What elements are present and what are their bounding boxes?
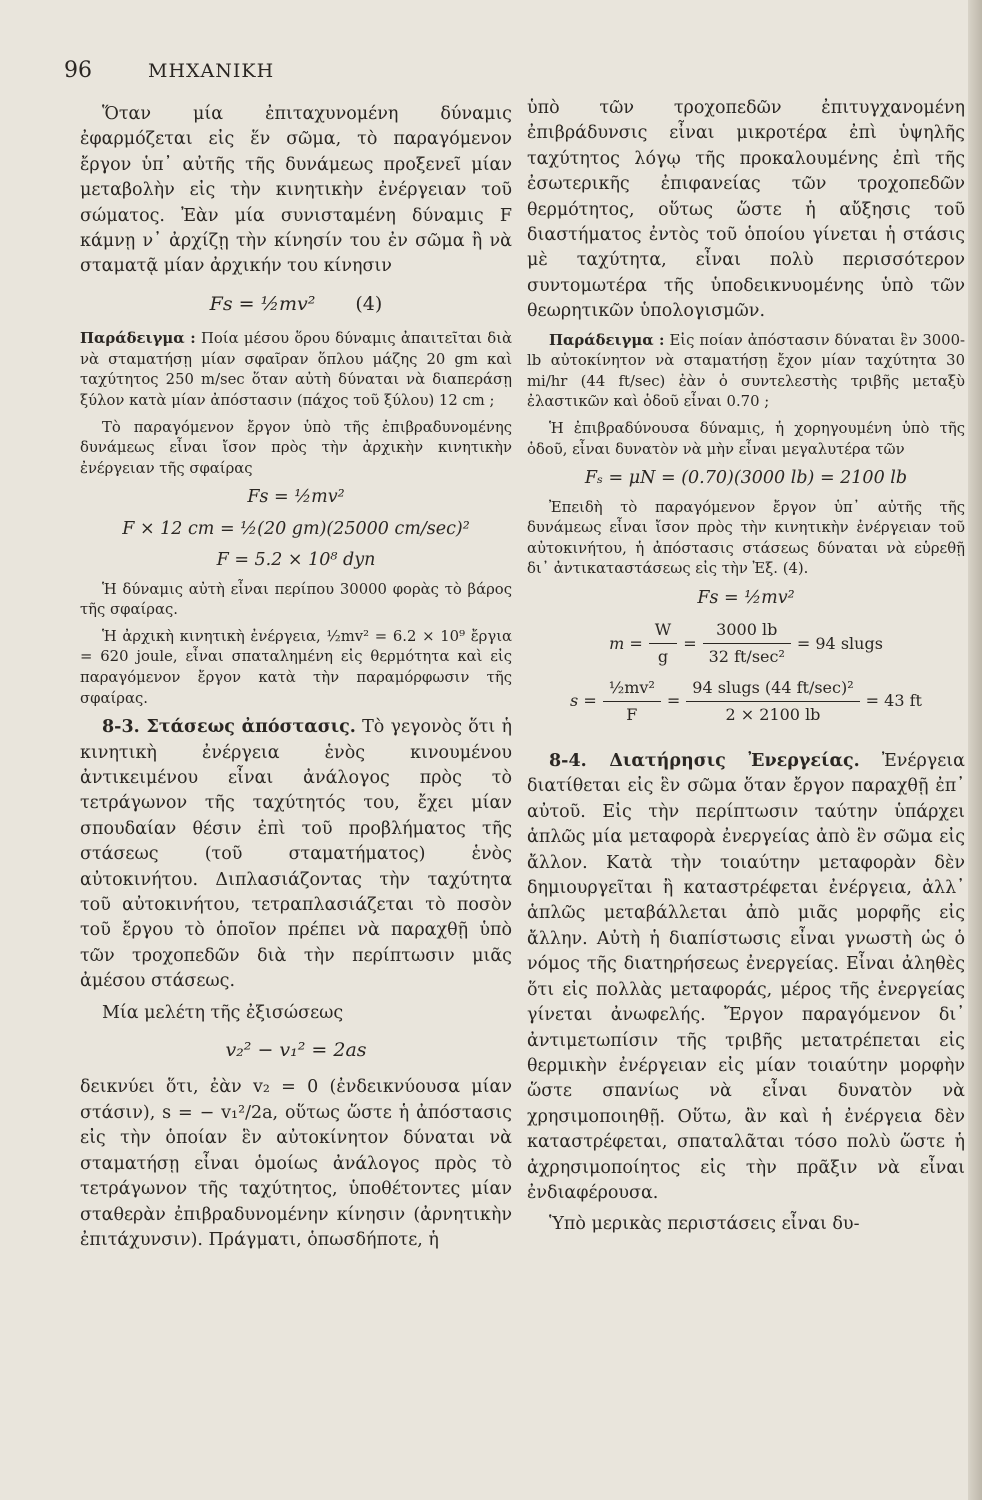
paragraph: Μία μελέτη τῆς ἐξισώσεως [102, 1002, 344, 1023]
section-heading: 8-3. Στάσεως ἀπόστασις. [102, 717, 356, 738]
section-paragraph: 8-3. Στάσεως ἀπόστασις. Τὸ γεγονὸς ὅτι ἡ κινητικὴ ἐνέργεια ἑνὸς κινουμένου ἀντικειμένου εἶναι ἀνάλογος πρὸς τὸ τετράγωνον τῆς ταχύτητός του, ἔχει μίαν σπουδαίαν θέσιν ἐπὶ τοῦ προβλήματος τῆς στάσεως (τοῦ σταματήματος) ἑνὸς αὐτοκινήτου. Διπλασιάζοντας τὴν ταχύτητα τοῦ αὐτοκινήτου, τετραπλασιάζεται τὸ ποσὸν τοῦ ἔργου τὸ ὁποῖον πρέπει νὰ παραχθῇ ὑπὸ τῶν τροχοπεδῶν διὰ τὴν περίπτωσιν μιᾶς ἀμέσου στάσεως. [80, 717, 512, 992]
paragraph: Ἡ ἐπιβραδύνουσα δύναμις, ἡ χορηγουμένη ὑπὸ τῆς ὁδοῦ, εἶναι δυνατὸν νὰ μὴν εἶναι μεγαλυτέρα τῶν [527, 420, 965, 458]
right-column [527, 96, 965, 1244]
page-number: 96 [64, 58, 92, 83]
example-label: Παράδειγμα : [549, 331, 665, 349]
equation: Fₛ = μN = (0.70)(3000 lb) = 2100 lb [584, 468, 908, 489]
paragraph: δεικνύει ὅτι, ἐὰν v₂ = 0 (ἐνδεικνύουσα μίαν στάσιν), s = − v₁²/2a, οὕτως ὥστε ἡ ἀπόστασις εἰς τὴν ὁποίαν ἓν αὐτοκίνητον δύναται νὰ σταματήσῃ εἶναι ὁμοίως ἀνάλογος πρὸς τὸ τετράγωνον τῆς ταχύτητος, ὑποθέτοντες μίαν σταθερὰν ἐπιβραδυνομένην κίνησιν (ἀρνητικὴν ἐπιτάχυνσιν). Πράγματι, ὁπωσδήποτε, ἡ [80, 1077, 512, 1250]
equation: Fs = ½mv² [247, 487, 345, 508]
equation: v₂² − v₁² = 2as [225, 1039, 367, 1062]
equation: F × 12 cm = ½(20 gm)(25000 cm/sec)² [122, 518, 470, 539]
paragraph: Ἐπειδὴ τὸ παραγόμενον ἔργον ὑπ᾽ αὐτῆς τῆς δυνάμεως εἶναι ἴσον πρὸς τὴν κινητικὴν ἐνέργειαν τοῦ αὐτοκινήτου, ἡ ἀπόστασις στάσεως δύναται νὰ εὑρεθῇ δι᾽ ἀντικαταστάσεως εἰς τὴν Ἐξ. (4). [527, 498, 965, 578]
left-column [80, 102, 512, 1259]
example-label: Παράδειγμα : [80, 330, 196, 348]
equation-mass: m = $\frac{W}{g}$ = $\frac{3000 lb}{\text{32 ft/sec²}}$ = 94 slugs [527, 617, 965, 669]
paragraph: ὑπὸ τῶν τροχοπεδῶν ἐπιτυγχανομένη ἐπιβράδυνσις εἶναι μικροτέρα ἐπὶ ὑψηλῆς ταχύτητος λόγῳ τῆς προκαλουμένης ἐπὶ τῆς ἐσωτερικῆς ἐπιφανείας τῶν τροχοπεδῶν θερμότητος, οὕτως ὥστε ἡ αὔξησις τοῦ διαστήματος ἐντὸς τοῦ ὁποίου γίνεται ἡ στάσις μὲ ταχύτητα, εἶναι πολὺ περισσότερον συντομωτέρα τῆς ὑποδεικνυομένης ὑπὸ τῶν θεωρητικῶν ὑπολογισμῶν. [527, 98, 965, 322]
paragraph: Ἡ ἀρχικὴ κινητικὴ ἐνέργεια, ½mv² = 6.2 × 10⁹ ἔργια = 620 joule, εἶναι σπαταλημένη εἰς θερμότητα καὶ εἰς παραγόμενον ἔργον κατὰ τὴν παραμόρφωσιν τῆς σφαίρας. [80, 627, 512, 707]
running-title: ΜΗΧΑΝΙΚΗ [148, 60, 275, 82]
equation: Fs = ½mv² [697, 588, 795, 608]
paragraph: Ὑπὸ μερικὰς περιστάσεις εἶναι δυ- [549, 1214, 860, 1235]
section-paragraph: 8-4. Διατήρησις Ἐνεργείας. Ἐνέργεια διατίθεται εἰς ἓν σῶμα ὅταν ἔργον παραχθῇ ἐπ᾽ αὐτοῦ. Εἰς τὴν περίπτωσιν ταύτην ὑπάρχει ἁπλῶς μία μεταφορὰ ἐνεργείας ἀπὸ ἓν σῶμα εἰς ἄλλον. Κατὰ τὴν τοιαύτην μεταφορὰν δὲν δημιουργεῖται ἢ καταστρέφεται ἐνέργεια, ἀλλ᾽ ἁπλῶς μεταβάλλεται ἀπὸ μιᾶς μορφῆς εἰς ἄλλην. Αὐτὴ ἡ διαπίστωσις εἶναι γνωστὴ ὡς ὁ νόμος τῆς διατηρήσεως ἐνεργείας. Εἶναι ἀληθὲς ὅτι εἰς πολλὰς μεταφοράς, μέρος τῆς ἐνεργείας γίνεται ἀνωφελής. Ἔργον παραγόμενον δι᾽ ἀντιμετωπίσιν τῆς τριβῆς μετατρέπεται εἰς θερμικὴν ἐνέργειαν εἰς μίαν τοιαύτην μορφὴν ὥστε σπανίως νὰ εἶναι δυνατὸν νὰ χρησιμοποιηθῇ. Οὕτω, ἂν καὶ ἡ ἐνέργεια δὲν καταστρέφεται, σπαταλᾶται τόσο πολὺ ὥστε ἡ ἀχρησιμοποίητος εἰς τὴν πρᾶξιν νὰ εἶναι ἐνδιαφέρουσα. [527, 751, 965, 1203]
page-edge [968, 0, 982, 1500]
example-paragraph: Παράδειγμα : Ποία μέσου ὅρου δύναμις ἀπαιτεῖται διὰ νὰ σταματήσῃ μίαν σφαῖραν ὅπλου μάζης 20 gm καὶ ταχύτητος 250 m/sec ὅταν αὐτὴ δύναται νὰ διαπεράσῃ ξύλον κατὰ μίαν ἀπόστασιν (πάχος τοῦ ξύλου) 12 cm ; [80, 330, 512, 410]
running-header [64, 58, 484, 88]
paragraph: Ἡ δύναμις αὐτὴ εἶναι περίπου 30000 φορὰς τὸ βάρος τῆς σφαίρας. [80, 580, 512, 619]
equation-4: Fs = ½mv² (4) [209, 292, 383, 315]
equation-number: (4) [355, 292, 383, 315]
example-paragraph: Παράδειγμα : Εἰς ποίαν ἀπόστασιν δύναται ἓν 3000-lb αὐτοκίνητον νὰ σταματήσῃ ἔχον μίαν ταχύτητα 30 mi/hr (44 ft/sec) ἐὰν ὁ συντελεστὴς τριβῆς μεταξὺ ἐλαστικῶν καὶ ὁδοῦ εἶναι 0.70 ; [527, 331, 965, 411]
equation: F = 5.2 × 10⁸ dyn [216, 550, 376, 571]
section-heading: 8-4. Διατήρησις Ἐνεργείας. [549, 751, 860, 772]
paragraph: Τὸ παραγόμενον ἔργον ὑπὸ τῆς ἐπιβραδυνομένης δυνάμεως εἶναι ἴσον πρὸς τὴν ἀρχικὴν κινητικὴν ἐνέργειαν τῆς σφαίρας [80, 418, 512, 477]
equation-distance: s = $\frac{\text{½mv²}}{F}$ = $\frac{\text{94 slugs (44 ft/sec)²}}{2 \times 2100 lb}$ = 43 ft [527, 675, 965, 727]
paragraph: Ὅταν μία ἐπιταχυνομένη δύναμις ἐφαρμόζεται εἰς ἕν σῶμα, τὸ παραγόμενον ἔργον ὑπ᾽ αὐτῆς τῆς δυνάμεως προξενεῖ μίαν μεταβολὴν εἰς τὴν κινητικὴν ἐνέργειαν τοῦ σώματος. Ἐὰν μία συνισταμένη δύναμις F κάμνῃ ν᾽ ἀρχίζῃ τὴν κίνησίν του ἐν σῶμα ἢ νὰ σταματᾷ μίαν ἀρχικήν του κίνησιν [80, 104, 512, 277]
